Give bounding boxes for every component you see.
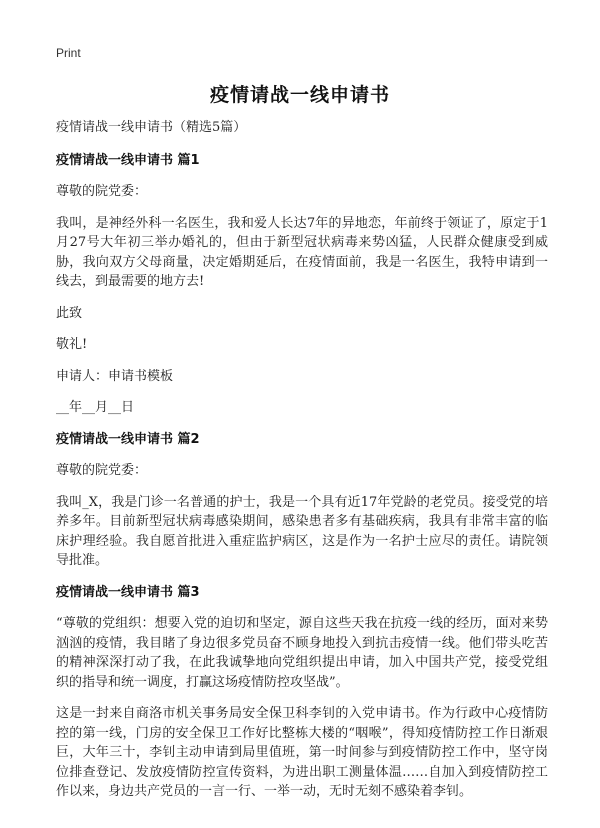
document-title: 疫情请战一线申请书	[209, 84, 390, 106]
section-body-1: 我叫，是神经外科一名医生，我和爱人长达7年的异地恋，年前终于领证了，原定于1月27号大年初三举办婚礼的，但由于新型冠状病毒来势凶猛，人民群众健康受到威胁，我向双方父母商量，决定婚期延后，在疫情面前，我是一名医生，我特申请到一线去，到最需要的地方去!	[56, 215, 548, 289]
salutation-1: 尊敬的院党委：	[56, 184, 148, 199]
section-body-3-paragraph-2: 这是一封来自商洛市机关事务局安全保卫科李钊的入党申请书。作为行政中心疫情防控的第一线，门房的安全保卫工作好比整栋大楼的“咽喉”，得知疫情防控工作日渐艰巨，大年三十，李钊主动申请到局里值班，第一时间参与到疫情防控工作中，坚守岗位排查登记、发放疫情防控宣传资料，为进出职工测量体温……自加入到疫情防控工作以来，身边共产党员的一言一行、一举一动，无时无刻不感染着李钊。	[56, 706, 548, 799]
print-label: Print	[56, 46, 81, 60]
document-content	[56, 118, 548, 814]
closing-salute: 敬礼!	[56, 337, 88, 352]
salutation-2: 尊敬的院党委：	[56, 463, 148, 478]
document-subtitle: 疫情请战一线申请书（精选5篇）	[56, 120, 247, 135]
section-heading-2: 疫情请战一线申请书 篇2	[56, 431, 200, 447]
section-heading-3: 疫情请战一线申请书 篇3	[56, 584, 200, 600]
date-line: __年__月__日	[56, 400, 135, 415]
section-body-2: 我叫_X，我是门诊一名普通的护士，我是一个具有近17年党龄的老党员。接受党的培养多年。目前新型冠状病毒感染期间，感染患者多有基础疾病，我具有非常丰富的临床护理经验。我自愿首批进入重症监护病区，这是作为一名护士应尽的责任。请院领导批准。	[56, 494, 548, 568]
section-body-3-paragraph-1: “尊敬的党组织：想要入党的迫切和坚定，源自这些天我在抗疫一线的经历，面对来势汹汹的疫情，我目睹了身边很多党员奋不顾身地投入到抗击疫情一线。他们带头吃苦的精神深深打动了我，在此我诚挚地向党组织提出申请，加入中国共产党，接受党组织的指导和统一调度，打赢这场疫情防控攻坚战”。	[56, 616, 548, 690]
section-heading-1: 疫情请战一线申请书 篇1	[56, 152, 200, 168]
closing-regards: 此致	[56, 305, 83, 321]
applicant-signature: 申请人：申请书模板	[56, 368, 174, 384]
